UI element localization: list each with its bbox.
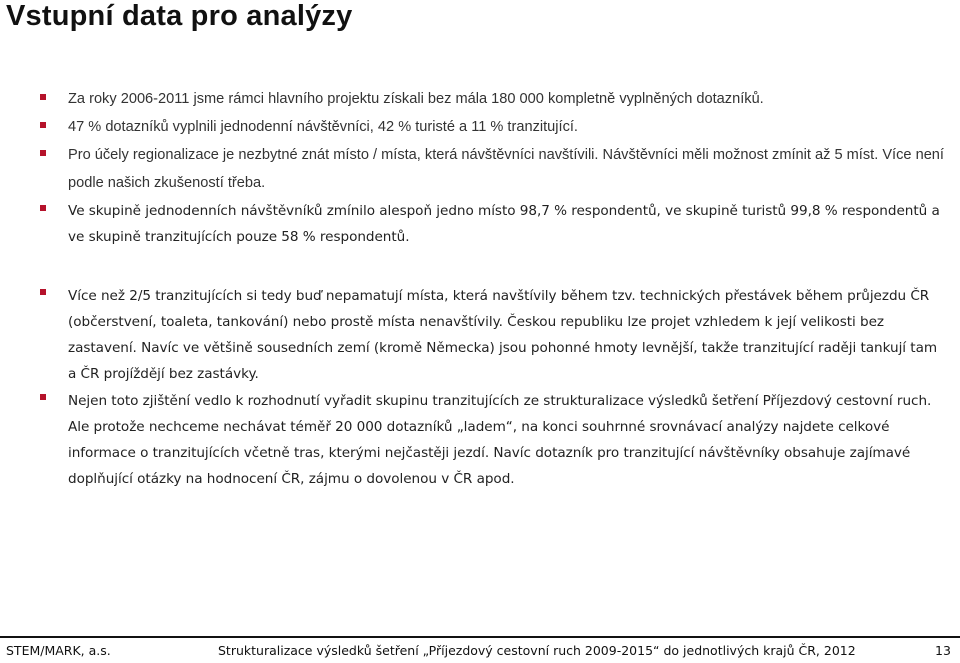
slide-title: Vstupní data pro analýzy bbox=[6, 0, 353, 32]
bullet-marker bbox=[40, 205, 46, 211]
footer-divider bbox=[0, 636, 960, 638]
bullet-marker bbox=[40, 122, 46, 128]
bullet-marker bbox=[40, 289, 46, 295]
page-number: 13 bbox=[935, 643, 951, 658]
footer-report-title: Strukturalizace výsledků šetření „Příjezdový cestovní ruch 2009-2015“ do jednotlivých krajů ČR, 2012 bbox=[218, 643, 856, 658]
bullet-text: Pro účely regionalizace je nezbytné znát místo / místa, která návštěvníci navštívili. Návštěvníci měli možnost zmínit až 5 míst. Více není podle našich zkušeností třeba. bbox=[68, 147, 944, 191]
bullet-text: Více než 2/5 tranzitujících si tedy buď nepamatují místa, která navštívily během tzv. technických přestávek během průjezdu ČR (občerstvení, toaleta, tankování) nebo prostě místa nenavštívily. Českou republiku lze projet vzhledem k její velikosti bez zastavení. Navíc ve většině sousedních zemí (kromě Německa) jsou pohonné hmoty levnější, takže tranzitující raději tankují tam a ČR projíždějí bez zastávky. bbox=[68, 288, 938, 382]
bullet-text: Nejen toto zjištění vedlo k rozhodnutí vyřadit skupinu tranzitujících ze strukturalizace výsledků šetření Příjezdový cestovní ruch. Ale protože nechceme nechávat téměř 20 000 dotazníků „ladem“, na konci souhrnné srovnávací analýzy najdete celkové informace o tranzitujících včetně tras, kterými nejčastěji jezdí. Navíc dotazník pro tranzitující návštěvníky obsahuje zajímavé doplňující otázky na hodnocení ČR, zájmu o dovolenou v ČR apod. bbox=[68, 393, 932, 487]
bullet-marker bbox=[40, 94, 46, 100]
bullet-text: 47 % dotazníků vyplnili jednodenní návštěvníci, 42 % turisté a 11 % tranzitující. bbox=[68, 119, 578, 135]
bullet-text: Za roky 2006-2011 jsme rámci hlavního projektu získali bez mála 180 000 kompletně vyplněných dotazníků. bbox=[68, 91, 764, 107]
bullet-marker bbox=[40, 394, 46, 400]
bullet-marker bbox=[40, 150, 46, 156]
bullet-text: Ve skupině jednodenních návštěvníků zmínilo alespoň jedno místo 98,7 % respondentů, ve skupině turistů 99,8 % respondentů a ve skupině tranzitujících pouze 58 % respondentů. bbox=[68, 203, 940, 245]
footer-company: STEM/MARK, a.s. bbox=[6, 643, 111, 658]
